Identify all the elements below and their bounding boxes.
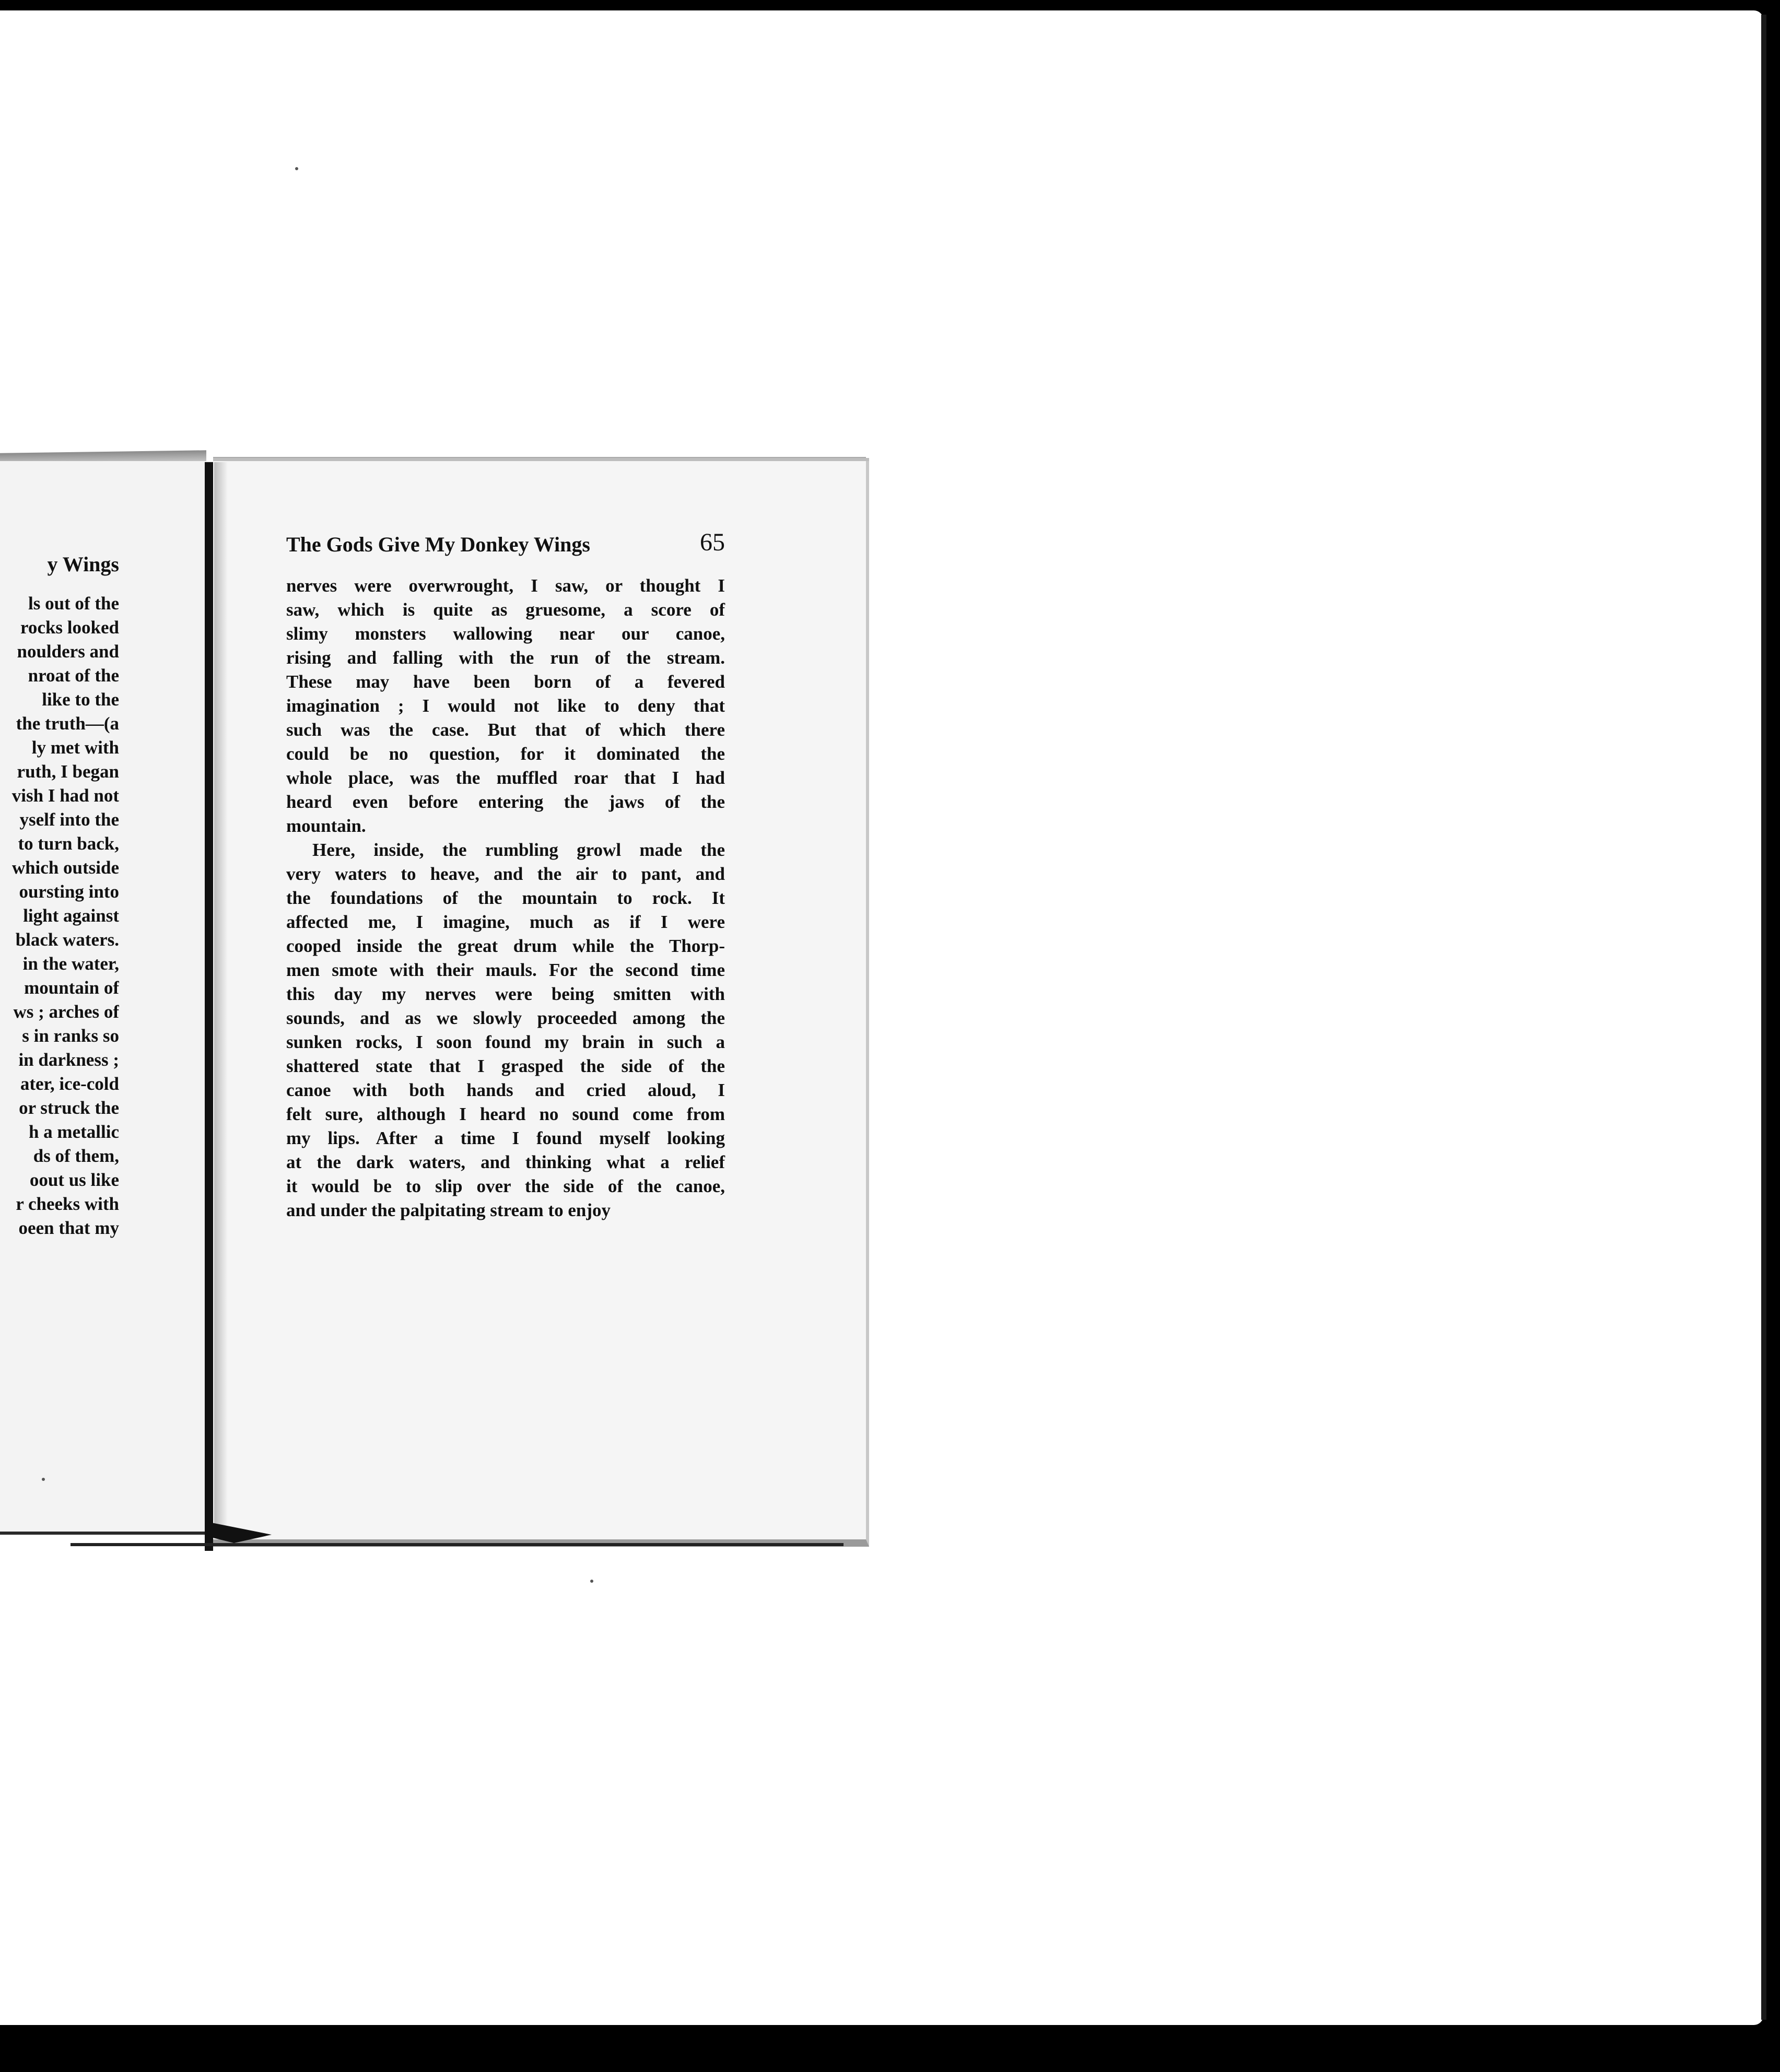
text-line: oout us like (29, 1170, 119, 1190)
text-line: heard even before entering the jaws of the (286, 792, 725, 812)
text-line: sunken rocks, I soon found my brain in such a (286, 1032, 725, 1052)
dust-speck (42, 1478, 45, 1481)
text-line: oursting into (19, 881, 119, 902)
running-head-title: The Gods Give My Donkey Wings (286, 533, 590, 556)
dust-speck (590, 1580, 593, 1583)
text-line: saw, which is quite as gruesome, a score of (286, 599, 725, 620)
text-line: my lips. After a time I found myself looking (286, 1128, 725, 1148)
text-line: which outside (11, 857, 119, 878)
text-line: ls out of the (28, 593, 119, 614)
text-line: ds of them, (33, 1146, 119, 1166)
text-line: These may have been born of a fevered (286, 672, 725, 692)
text-line: affected me, I imagine, much as if I were (286, 912, 725, 932)
text-line: could be no question, for it dominated the (286, 744, 725, 764)
text-line: imagination ; I would not like to deny that (286, 696, 725, 716)
right-running-head (286, 528, 725, 557)
text-line: felt sure, although I heard no sound come from (286, 1104, 725, 1124)
text-line: light against (23, 905, 119, 926)
text-line: sounds, and as we slowly proceeded among the (286, 1008, 725, 1028)
open-book (0, 446, 877, 1559)
text-line: nerves were overwrought, I saw, or thought I (286, 575, 725, 596)
text-line: cooped inside the great drum while the Thorp- (286, 936, 725, 956)
text-line: mountain of (24, 978, 119, 998)
text-line: in darkness ; (18, 1050, 119, 1070)
left-page-text (0, 592, 119, 1240)
text-line: the truth—(a (16, 713, 119, 734)
text-line: ly met with (31, 737, 119, 758)
text-line: this day my nerves were being smitten with (286, 984, 725, 1004)
text-line: nroat of the (28, 665, 119, 686)
scan-sheet (0, 10, 1763, 2025)
text-line: ater, ice-cold (20, 1074, 119, 1094)
text-line: Here, inside, the rumbling growl made the (312, 840, 725, 860)
text-line: oeen that my (18, 1218, 119, 1238)
text-line: or struck the (19, 1098, 119, 1118)
book-spine (205, 462, 213, 1551)
text-line: and under the palpitating stream to enjoy (286, 1200, 611, 1220)
dust-speck (295, 167, 298, 170)
text-line: black waters. (15, 929, 119, 950)
text-line: yself into the (19, 809, 119, 830)
text-line: canoe with both hands and cried aloud, I (286, 1080, 725, 1100)
text-line: slimy monsters wallowing near our canoe, (286, 623, 725, 644)
page-number: 65 (700, 528, 725, 556)
text-line: ws ; arches of (13, 1002, 119, 1022)
left-running-head: y Wings (47, 552, 119, 576)
text-line: rocks looked (20, 617, 119, 638)
text-line: rising and falling with the run of the stream. (286, 648, 725, 668)
sheet-right-edge (1761, 15, 1766, 2020)
text-line: whole place, was the muffled roar that I had (286, 768, 725, 788)
text-line: such was the case. But that of which there (286, 720, 725, 740)
left-page (0, 461, 213, 1535)
text-line: noulders and (17, 641, 119, 662)
book-bottom-edge (71, 1543, 844, 1546)
text-line: like to the (42, 689, 119, 710)
text-line: s in ranks so (22, 1026, 119, 1046)
text-line: mountain. (286, 816, 366, 836)
text-line: it would be to slip over the side of the canoe, (286, 1176, 725, 1196)
text-line: vish I had not (11, 785, 119, 806)
gutter-shadow (214, 462, 228, 1538)
text-line: to turn back, (18, 833, 119, 854)
text-line: very waters to heave, and the air to pant, and (286, 864, 725, 884)
text-line: ruth, I began (17, 761, 119, 782)
scan-bottom-border (0, 2026, 1780, 2072)
text-line: the foundations of the mountain to rock. It (286, 888, 725, 908)
text-line: shattered state that I grasped the side of the (286, 1056, 725, 1076)
text-line: in the water, (22, 953, 119, 974)
text-line: h a metallic (28, 1122, 119, 1142)
text-line: r cheeks with (16, 1194, 119, 1214)
text-line: men smote with their mauls. For the second time (286, 960, 725, 980)
text-line: at the dark waters, and thinking what a relief (286, 1152, 725, 1172)
right-page-text (286, 574, 725, 1222)
